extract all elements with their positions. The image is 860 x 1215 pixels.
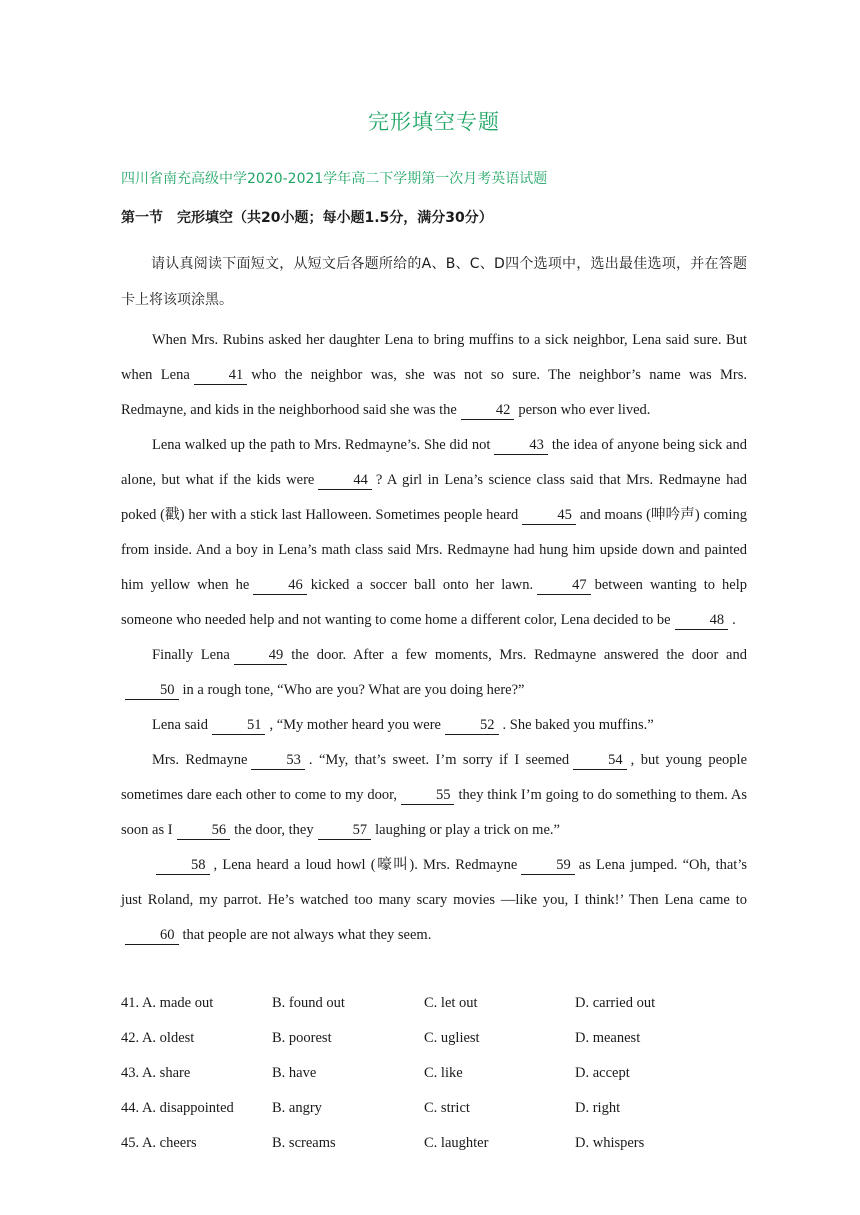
blank-50: 50 [125,682,179,700]
option-d: D. accept [575,1065,630,1081]
blank-48: 48 [675,612,729,630]
option-c: C. laughter [424,1135,489,1151]
option-a: 43. A. share [121,1065,191,1081]
paragraph-6 [121,848,747,953]
text: , “My mother heard you were [269,717,441,733]
blank-52: 52 [445,717,499,735]
blank-42: 42 [461,402,515,420]
option-a: 41. A. made out [121,995,214,1011]
text: between wanting to help someone who needed help and not wanting to come home a different color, Lena decided to be [121,577,748,628]
blank-47: 47 [537,577,591,595]
text: the idea of anyone being sick and alone, but what if the kids were [121,437,747,488]
blank-41: 41 [194,367,248,385]
option-b: B. angry [272,1100,322,1116]
option-b: B. found out [272,995,345,1011]
text: . [732,612,736,628]
answer-options [121,989,747,1164]
option-a: 44. A. disappointed [121,1100,234,1116]
option-row-44 [121,1094,747,1129]
text: , but young people sometimes dare each other to come to my door, [121,752,747,803]
text: the door, they [234,822,314,838]
option-c: C. let out [424,995,478,1011]
text: ? A girl in Lena’s science class said that Mrs. Redmayne had poked (戳) her with a stick last Halloween. Sometimes people heard [121,472,748,523]
blank-60: 60 [125,927,179,945]
paragraph-2 [121,428,747,638]
option-row-43 [121,1059,747,1094]
text: and moans (呻吟声) coming from inside. And a boy in Lena’s math class said Mrs. Redmayne had hung him upside down and painted him yellow when he [121,507,747,593]
paragraph-4 [121,708,747,743]
text: Mrs. Redmayne [152,752,248,768]
text: Finally Lena [152,647,230,663]
text: the door. After a few moments, Mrs. Redmayne answered the door and [291,647,747,663]
text: person who ever lived. [518,402,651,418]
blank-53: 53 [251,752,305,770]
option-c: C. like [424,1065,463,1081]
blank-51: 51 [212,717,266,735]
option-d: D. carried out [575,995,656,1011]
text: , Lena heard a loud howl (嚎叫). Mrs. Redmayne [213,857,518,873]
blank-59: 59 [521,857,575,875]
option-b: B. have [272,1065,317,1081]
text: . “My, that’s sweet. I’m sorry if I seemed [308,752,570,768]
blank-57: 57 [318,822,372,840]
blank-54: 54 [573,752,627,770]
text: that people are not always what they seem. [182,927,432,943]
blank-58: 58 [156,857,210,875]
text: they think I’m going to do something to them. As soon as I [121,787,747,838]
option-d: D. whispers [575,1135,645,1151]
option-c: C. ugliest [424,1030,480,1046]
blank-44: 44 [318,472,372,490]
text: Lena said [152,717,208,733]
option-row-42 [121,1024,747,1059]
option-a: 45. A. cheers [121,1135,197,1151]
section-heading: 第一节 完形填空（共20小题；每小题1.5分，满分30分） [121,210,493,226]
option-row-45 [121,1129,747,1164]
option-b: B. poorest [272,1030,332,1046]
paragraph-3 [121,638,747,708]
text: as Lena jumped. “Oh, that’s just Roland, my parrot. He’s watched too many scary movies —like you, I think!’ Then Lena came to [121,857,747,908]
option-d: D. meanest [575,1030,641,1046]
text: in a rough tone, “Who are you? What are you doing here?” [182,682,525,698]
option-c: C. strict [424,1100,470,1116]
text: Lena walked up the path to Mrs. Redmayne’s. She did not [152,437,491,453]
option-d: D. right [575,1100,621,1116]
cloze-passage [121,323,747,953]
instructions: 请认真阅读下面短文，从短文后各题所给的A、B、C、D四个选项中，选出最佳选项，并在答题卡上将该项涂黑。 [121,256,747,308]
blank-55: 55 [401,787,455,805]
paragraph-5 [121,743,747,848]
blank-45: 45 [522,507,576,525]
text: laughing or play a trick on me.” [375,822,560,838]
option-row-41 [121,989,747,1024]
text: . She baked you muffins.” [502,717,654,733]
blank-46: 46 [253,577,307,595]
paragraph-1 [121,323,747,428]
option-a: 42. A. oldest [121,1030,195,1046]
text: kicked a soccer ball onto her lawn. [310,577,534,593]
option-b: B. screams [272,1135,336,1151]
exam-source: 四川省南充高级中学2020-2021学年高二下学期第一次月考英语试题 [121,171,548,187]
text: who the neighbor was, she was not so sure. The neighbor’s name was Mrs. Redmayne, and kids in the neighborhood said she was the [121,367,747,418]
page-title: 完形填空专题 [368,110,500,134]
text: When Mrs. Rubins asked her daughter Lena to bring muffins to a sick neighbor, Lena said sure. But when Lena [121,332,747,383]
blank-56: 56 [177,822,231,840]
blank-49: 49 [234,647,288,665]
blank-43: 43 [494,437,548,455]
